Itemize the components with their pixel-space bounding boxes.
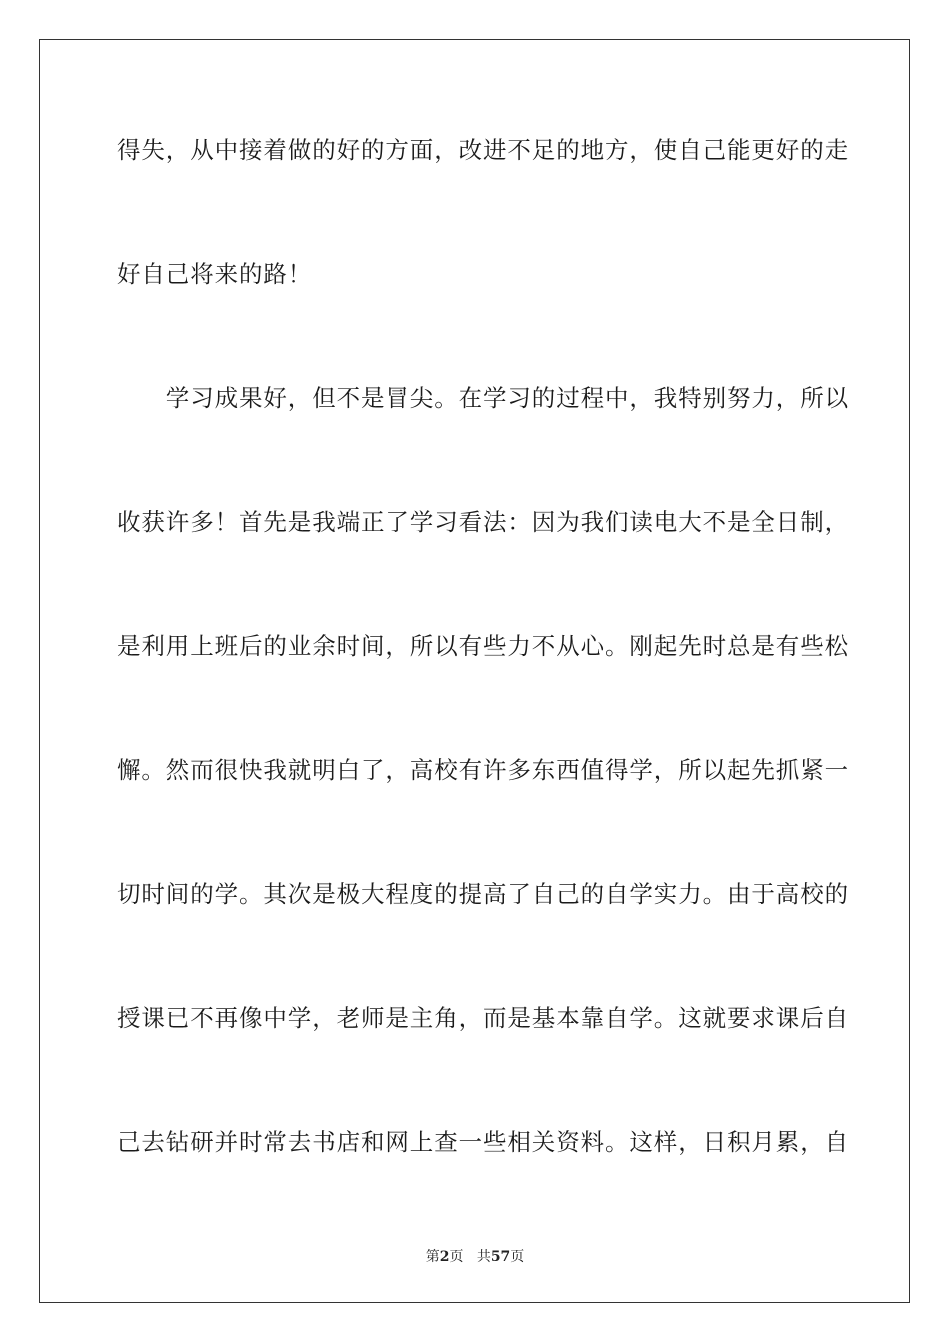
text-line: 切时间的学。其次是极大程度的提高了自己的自学实力。由于高校的 xyxy=(117,880,849,908)
page-suffix: 页 xyxy=(449,1249,464,1265)
page-number: 2 xyxy=(439,1249,450,1265)
paragraph-start-line: 学习成果好，但不是冒尖。在学习的过程中，我特别努力，所以 xyxy=(117,384,849,412)
text-line: 好自己将来的路！ xyxy=(117,260,313,288)
text-line: 是利用上班后的业余时间，所以有些力不从心。刚起先时总是有些松 xyxy=(117,632,849,660)
total-suffix: 页 xyxy=(510,1249,525,1265)
page-border xyxy=(39,39,910,1303)
page-prefix: 第 xyxy=(425,1249,440,1265)
total-pages: 57 xyxy=(490,1249,511,1265)
text-line: 得失，从中接着做的好的方面，改进不足的地方，使自己能更好的走 xyxy=(117,136,849,164)
page-footer xyxy=(0,1248,950,1266)
text-line: 己去钻研并时常去书店和网上查一些相关资料。这样，日积月累，自 xyxy=(117,1128,849,1156)
total-prefix: 共 xyxy=(476,1249,491,1265)
text-line: 懈。然而很快我就明白了，高校有许多东西值得学，所以起先抓紧一 xyxy=(117,756,849,784)
text-line: 收获许多！首先是我端正了学习看法：因为我们读电大不是全日制， xyxy=(117,508,849,536)
text-line: 授课已不再像中学，老师是主角，而是基本靠自学。这就要求课后自 xyxy=(117,1004,849,1032)
